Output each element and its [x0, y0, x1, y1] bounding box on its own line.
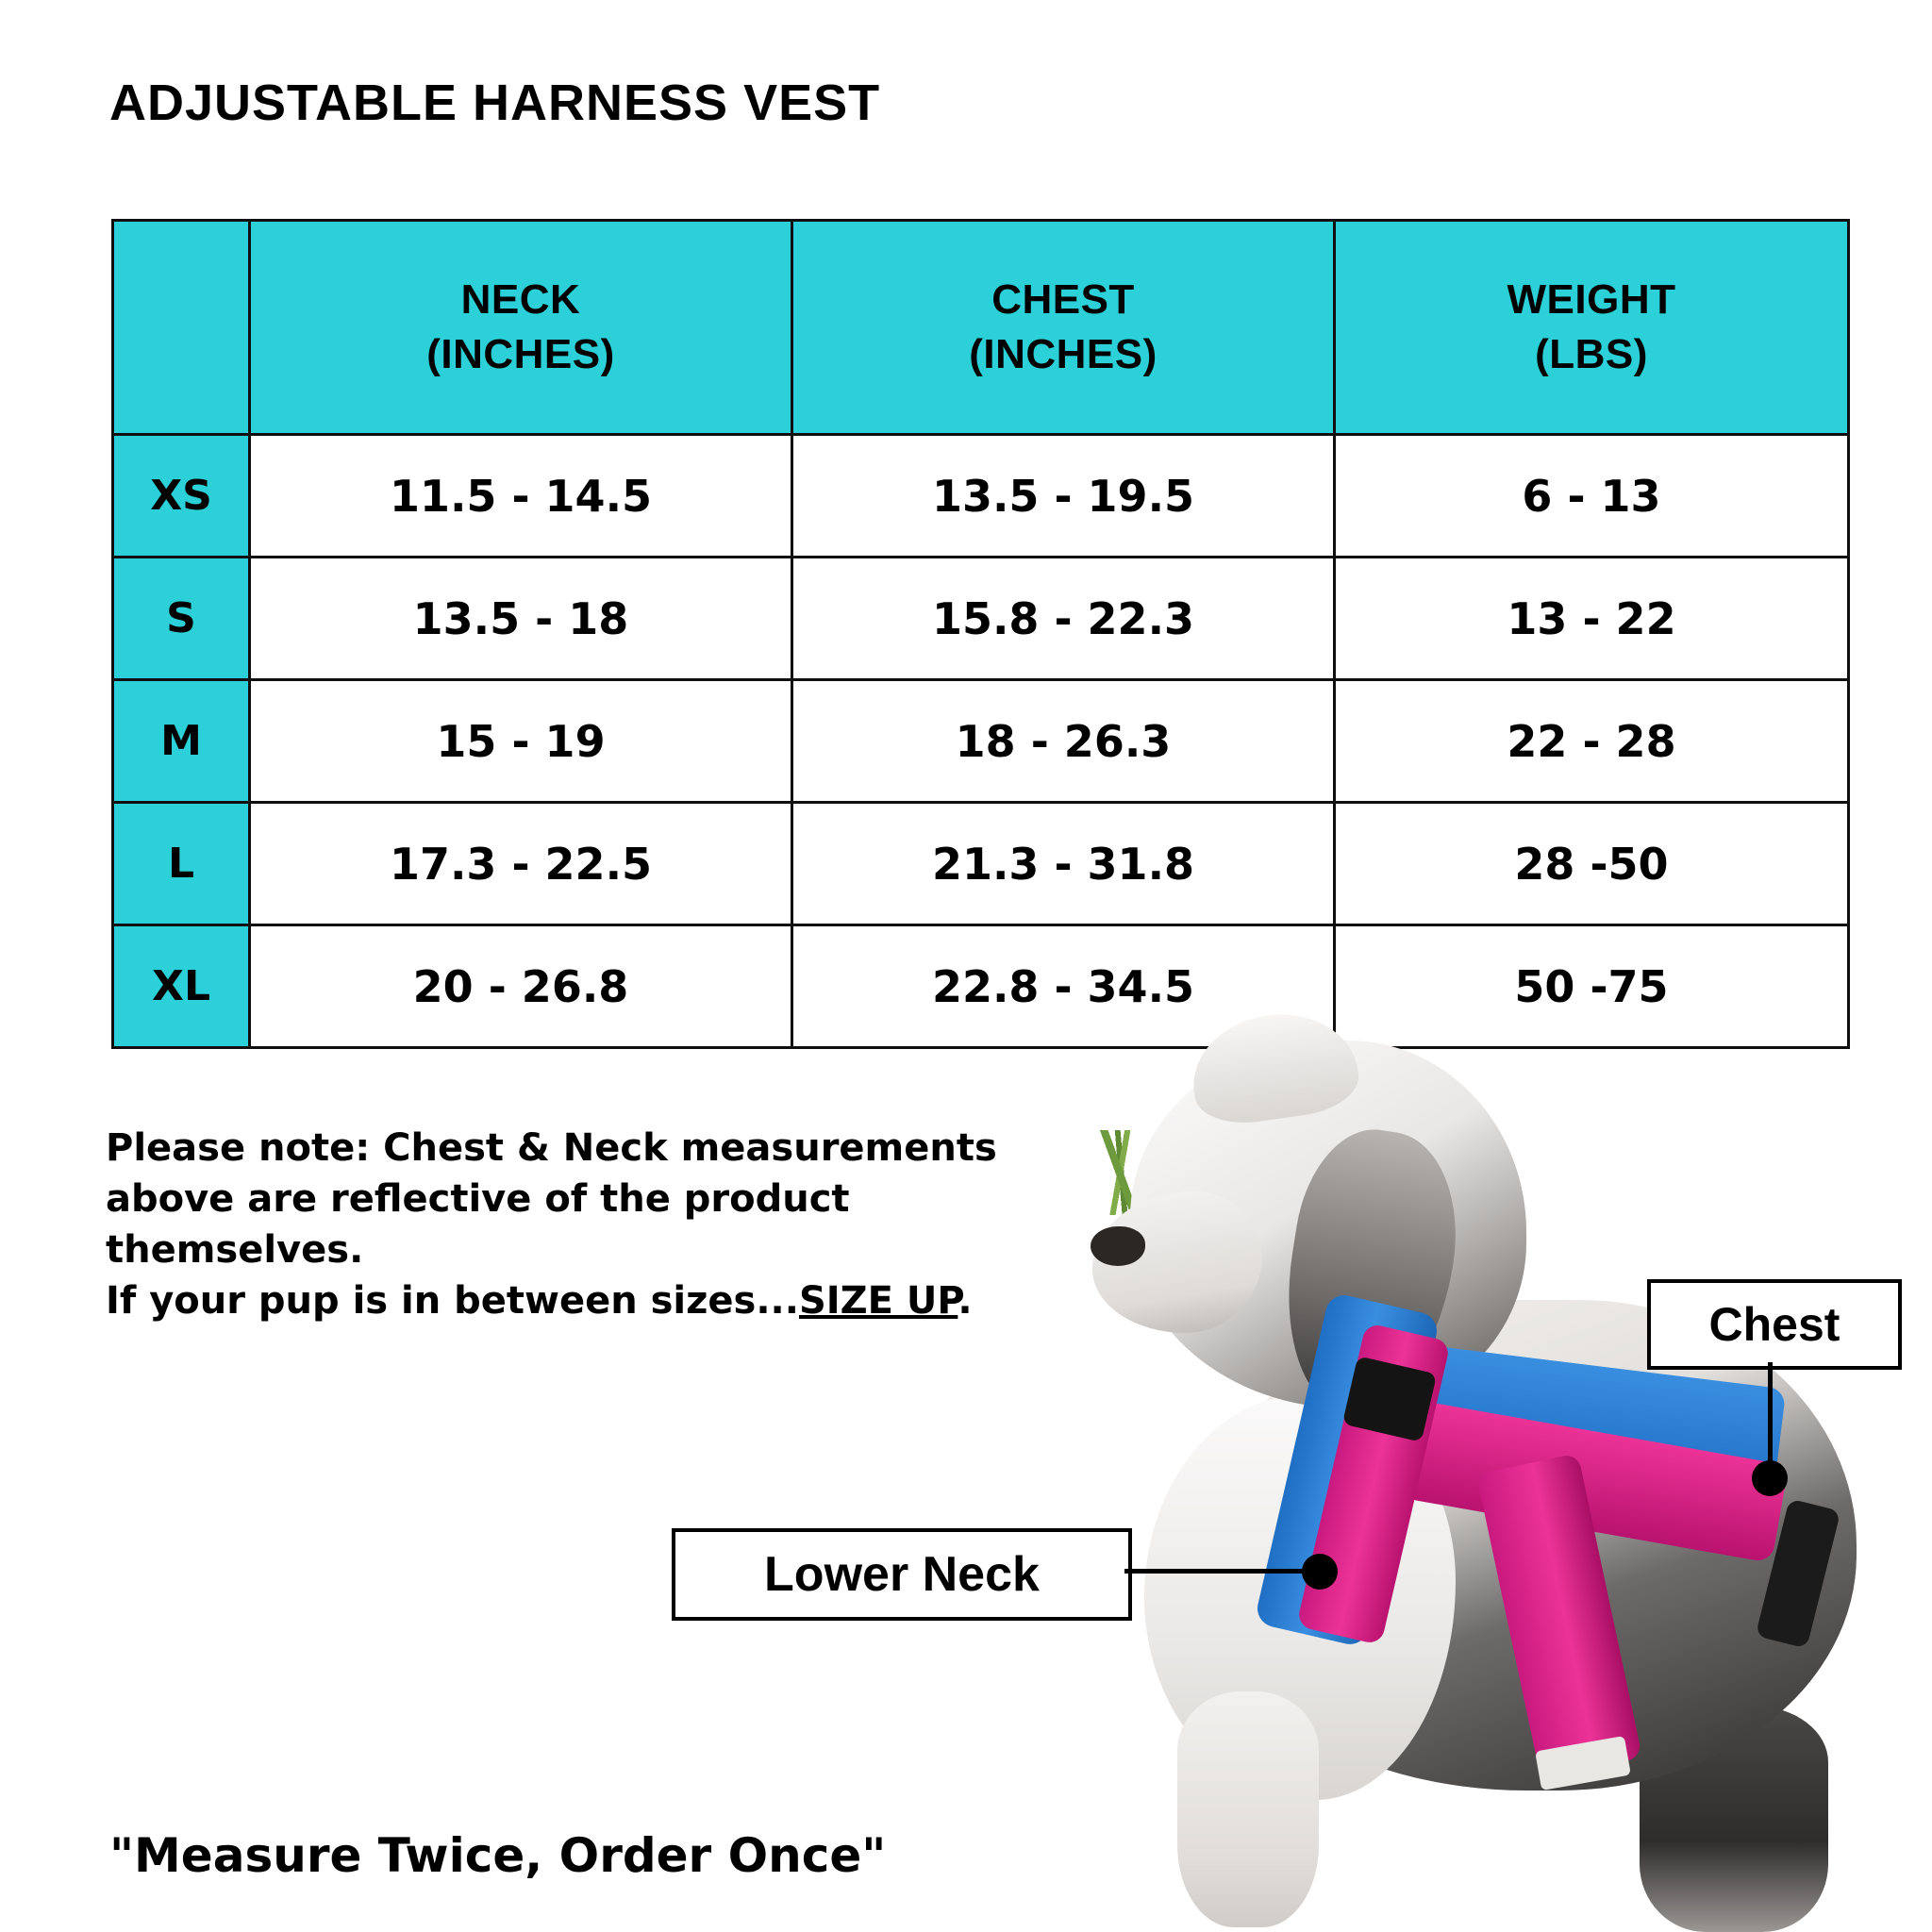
callout-lower-neck-point [1302, 1554, 1338, 1590]
note-line-2: above are reflective of the product [106, 1177, 850, 1221]
column-header-weight-line2: (LBS) [1535, 331, 1648, 377]
size-label-xs: XS [113, 435, 250, 558]
column-header-neck-line2: (INCHES) [426, 331, 615, 377]
table-corner-cell [113, 221, 250, 435]
column-header-chest [792, 221, 1335, 435]
size-label-m: M [113, 680, 250, 803]
page-title: ADJUSTABLE HARNESS VEST [109, 75, 881, 131]
column-header-neck-line1: NECK [460, 275, 581, 323]
note-line-3: themselves. [106, 1228, 364, 1272]
size-label-l: L [113, 803, 250, 925]
table-row [113, 435, 1849, 558]
table-row [113, 680, 1849, 803]
chest-value-xs: 13.5 - 19.5 [792, 435, 1335, 558]
callout-chest: Chest [1647, 1279, 1902, 1370]
table-body [113, 435, 1849, 1048]
size-label-s: S [113, 558, 250, 680]
table-header-row [113, 221, 1849, 435]
neck-value-s: 13.5 - 18 [250, 558, 792, 680]
table-row [113, 558, 1849, 680]
column-header-neck [250, 221, 792, 435]
note-line-1: Please note: Chest & Neck measurements [106, 1126, 997, 1170]
column-header-weight [1335, 221, 1849, 435]
weight-value-xl: 50 -75 [1335, 925, 1849, 1048]
weight-value-l: 28 -50 [1335, 803, 1849, 925]
callout-chest-leader-line [1768, 1362, 1773, 1466]
neck-value-xl: 20 - 26.8 [250, 925, 792, 1048]
size-chart-table [111, 219, 1850, 1049]
table-row [113, 803, 1849, 925]
dog-photo [979, 989, 1932, 1932]
neck-value-m: 15 - 19 [250, 680, 792, 803]
callout-lower-neck-leader-line [1124, 1569, 1313, 1574]
dog-front-leg [1177, 1691, 1319, 1927]
table-header [113, 221, 1849, 435]
callout-lower-neck: Lower Neck [672, 1528, 1132, 1621]
dog-nose [1091, 1226, 1145, 1266]
chest-value-s: 15.8 - 22.3 [792, 558, 1335, 680]
column-header-chest-line2: (INCHES) [969, 331, 1158, 377]
chest-value-m: 18 - 26.3 [792, 680, 1335, 803]
weight-value-s: 13 - 22 [1335, 558, 1849, 680]
callout-chest-point [1752, 1460, 1788, 1496]
tagline-text: "Measure Twice, Order Once" [109, 1828, 887, 1883]
chest-value-xl: 22.8 - 34.5 [792, 925, 1335, 1048]
column-header-chest-line1: CHEST [991, 275, 1135, 323]
note-line-4-suffix: . [958, 1279, 973, 1323]
weight-value-m: 22 - 28 [1335, 680, 1849, 803]
note-size-up-emphasis: SIZE UP [798, 1279, 958, 1323]
size-label-xl: XL [113, 925, 250, 1048]
neck-value-l: 17.3 - 22.5 [250, 803, 792, 925]
weight-value-xs: 6 - 13 [1335, 435, 1849, 558]
note-line-4-prefix: If your pup is in between sizes... [106, 1279, 799, 1323]
chest-value-l: 21.3 - 31.8 [792, 803, 1335, 925]
neck-value-xs: 11.5 - 14.5 [250, 435, 792, 558]
column-header-weight-line1: WEIGHT [1507, 275, 1676, 323]
